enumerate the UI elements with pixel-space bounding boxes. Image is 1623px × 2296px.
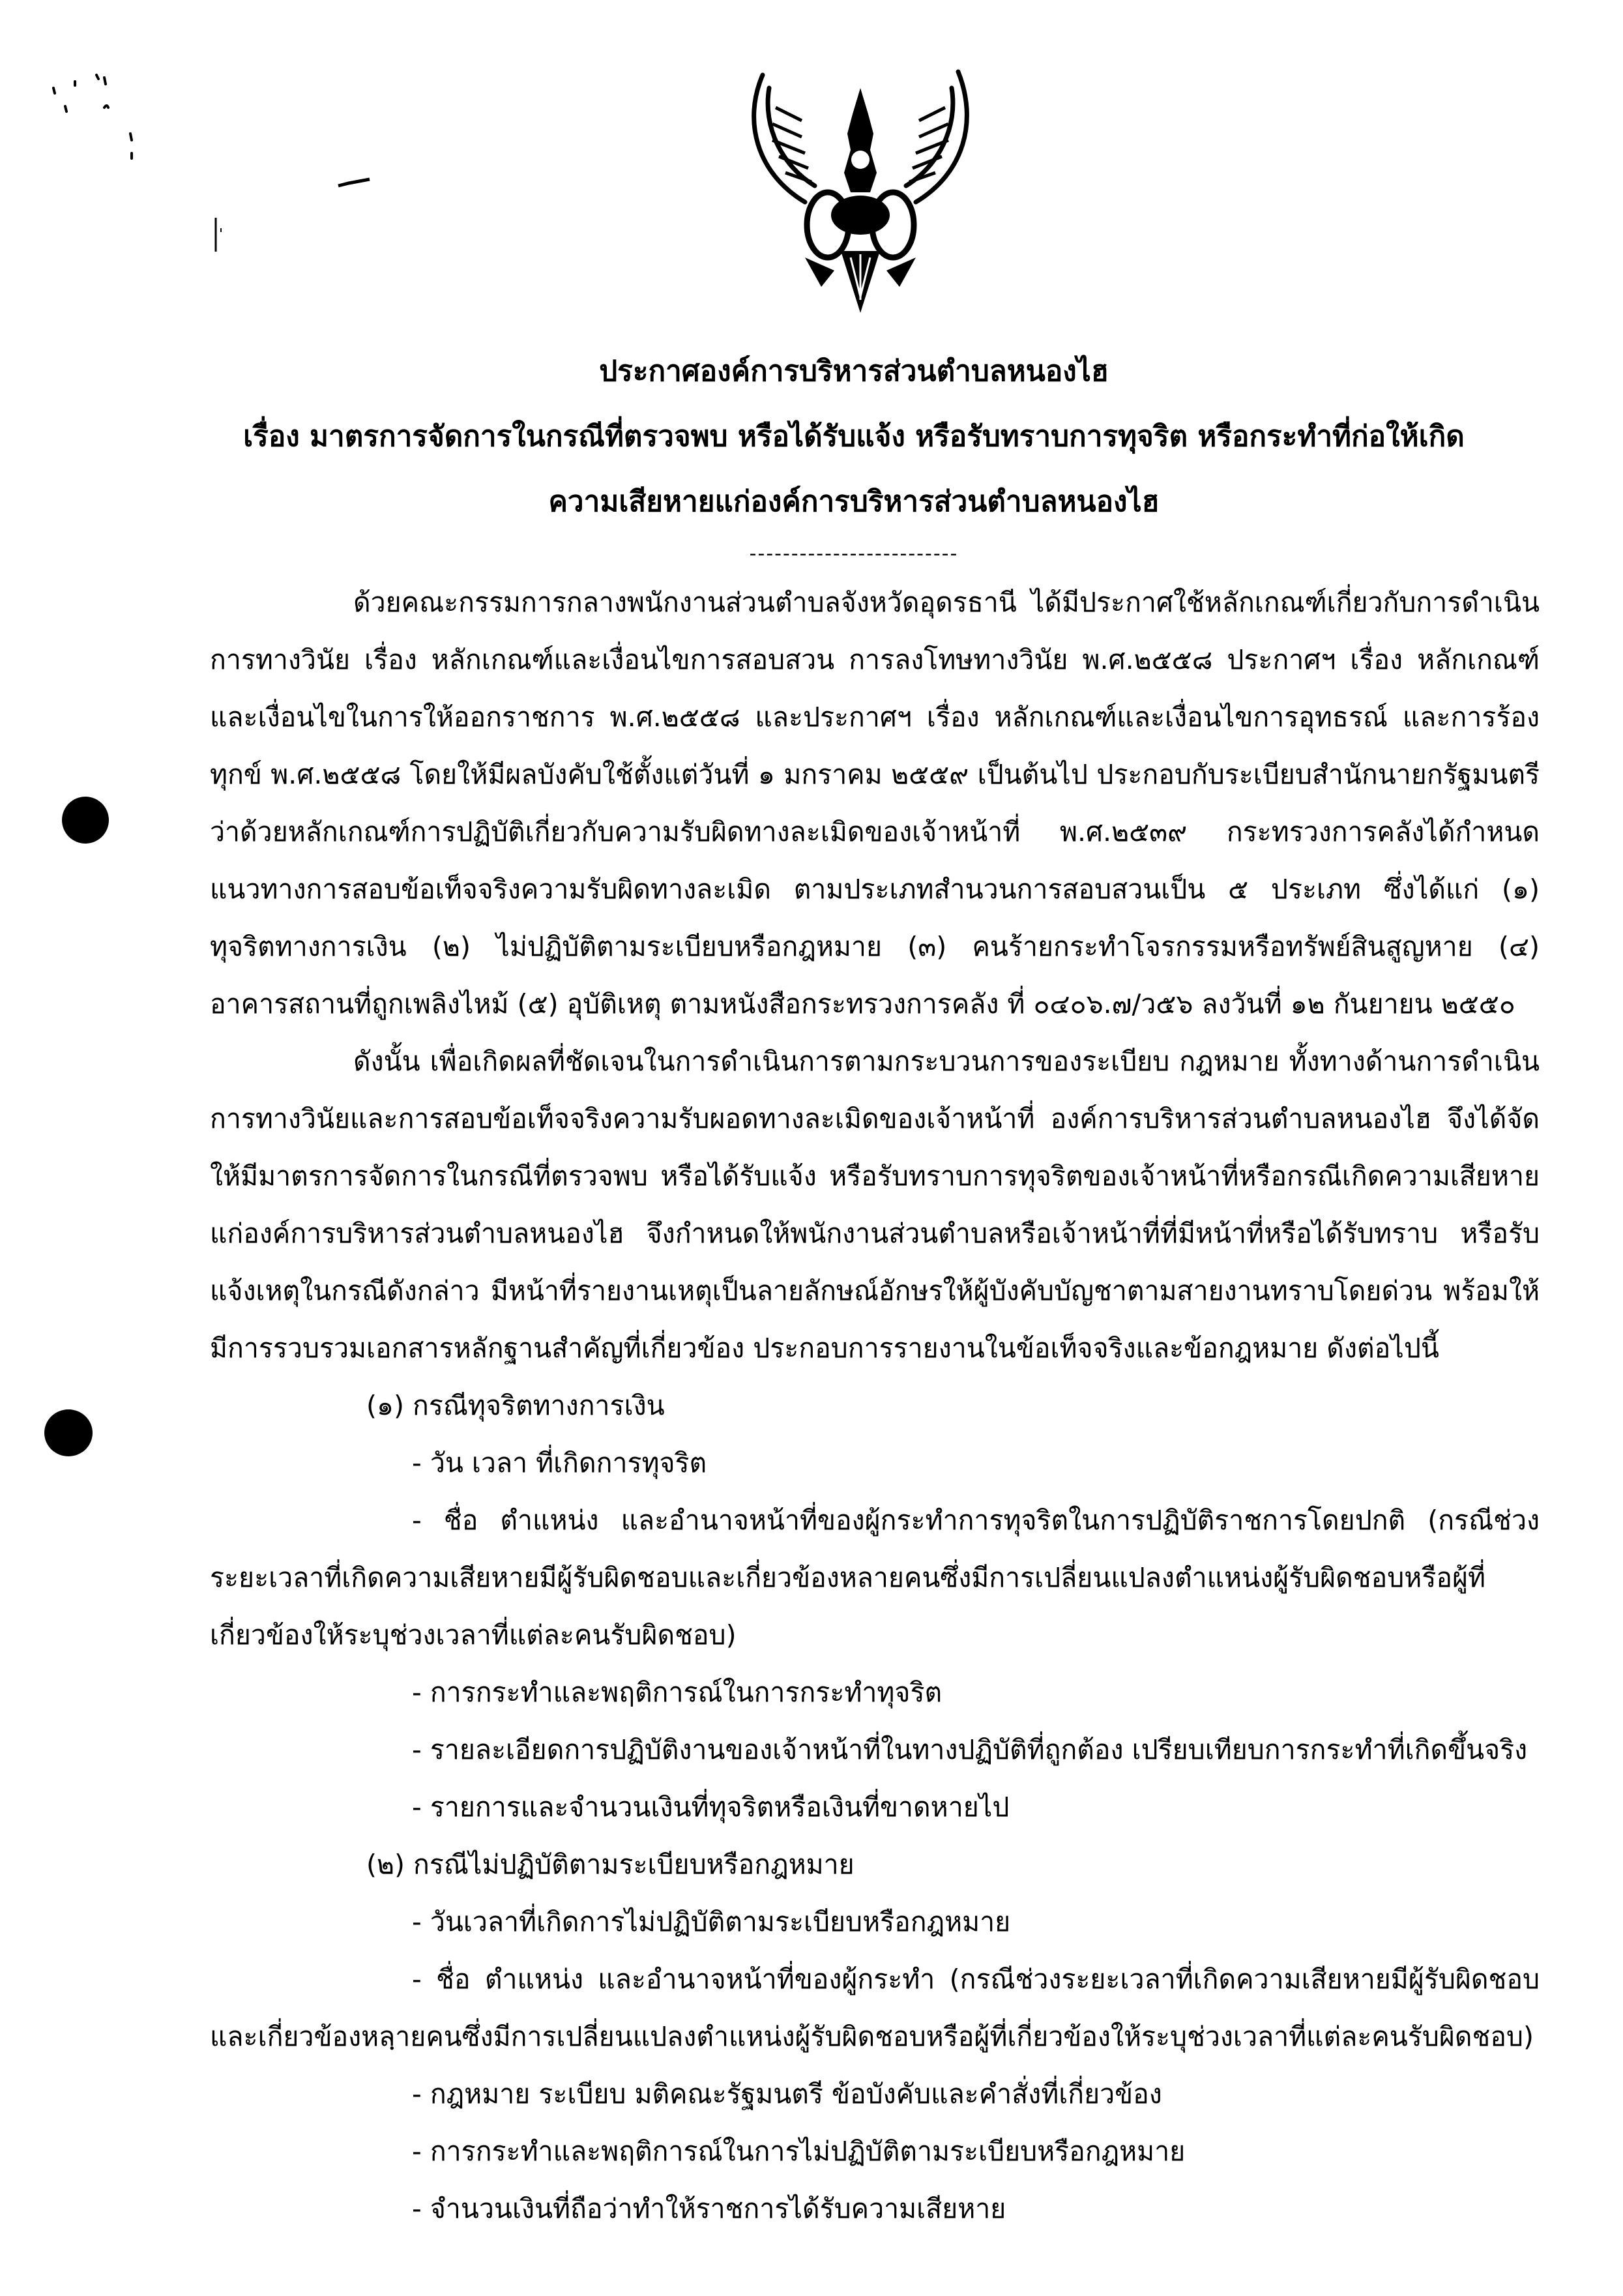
scan-tick-mark-icon (212, 215, 225, 254)
title-line-1: ประกาศองค์การบริหารส่วนตำบลหนองไฮ (599, 355, 1109, 388)
paragraph-intro: ด้วยคณะกรรมการกลางพนักงานส่วนตำบลจังหวัดอุดรธานี ได้มีประกาศใช้หลักเกณฑ์เกี่ยวกับการดำเนินการทางวินัย เรื่อง หลักเกณฑ์และเงื่อนไขการสอบสวน การลงโทษทางวินัย พ.ศ.๒๕๕๘ ประกาศฯ เรื่อง หลักเกณฑ์และเงื่อนไขในการให้ออกราชการ พ.ศ.๒๕๕๘ และประกาศฯ เรื่อง หลักเกณฑ์และเงื่อนไขการอุทธรณ์ และการร้องทุกข์ พ.ศ.๒๕๕๘ โดยให้มีผลบังคับใช้ตั้งแต่วันที่ ๑ มกราคม ๒๕๕๙ เป็นต้นไป ประกอบกับระเบียบสำนักนายกรัฐมนตรี ว่าด้วยหลักเกณฑ์การปฏิบัติเกี่ยวกับความรับผิดทางละเมิดของเจ้าหน้าที่ พ.ศ.๒๕๓๙ กระทรวงการคลังได้กำหนดแนวทางการสอบข้อเท็จจริงความรับผิดทางละเมิด ตามประเภทสำนวนการสอบสวนเป็น ๕ ประเภท ซึ่งได้แก่ (๑) ทุจริตทางการเงิน (๒) ไม่ปฏิบัติตามระเบียบหรือกฎหมาย (๓) คนร้ายกระทำโจรกรรมหรือทรัพย์สินสูญหาย (๔) อาคารสถานที่ถูกเพลิงไหม้ (๕) อุบัติเหตุ ตามหนังสือกระทรวงการคลัง ที่ ๐๔๐๖.๗/ว๕๖ ลงวันที่ ๑๒ กันยายน ๒๕๕๐ (210, 587, 1540, 1020)
paragraph-measures: ดังนั้น เพื่อเกิดผลที่ชัดเจนในการดำเนินการตามกระบวนการของระเบียบ กฎหมาย ทั้งทางด้านการดำเนินการทางวินัยและการสอบข้อเท็จจริงความรับผอดทางละเมิดของเจ้าหน้าที่ องค์การบริหารส่วนตำบลหนองไฮ จึงได้จัดให้มีมาตรการจัดการในกรณีที่ตรวจพบ หรือได้รับแจ้ง หรือรับทราบการทุจริตของเจ้าหน้าที่หรือกรณีเกิดความเสียหายแก่องค์การบริหารส่วนตำบลหนองไฮ จึงกำหนดให้พนักงานส่วนตำบลหรือเจ้าหน้าที่ที่มีหน้าที่หรือได้รับทราบ หรือรับแจ้งเหตุในกรณีดังกล่าว มีหน้าที่รายงานเหตุเป็นลายลักษณ์อักษรให้ผู้บังคับบัญชาตามสายงานทราบโดยด่วน พร้อมให้มีการรวบรวมเอกสารหลักฐานสำคัญที่เกี่ยวข้อง ประกอบการรายงานในข้อเท็จจริงและข้อกฎหมาย ดังต่อไปนี้ (210, 1046, 1540, 1364)
list-item: - การกระทำและพฤติการณ์ในการกระทำทุจริต (412, 1677, 943, 1708)
garuda-emblem-icon (743, 62, 978, 316)
list-item: - การกระทำและพฤติการณ์ในการไม่ปฏิบัติตามระเบียบหรือกฎหมาย (412, 2136, 1186, 2167)
list-item: - วันเวลาที่เกิดการไม่ปฏิบัติตามระเบียบหรือกฎหมาย (412, 1906, 1011, 1937)
list-item: - รายการและจำนวนเงินที่ทุจริตหรือเงินที่ขาดหายไป (412, 1791, 1010, 1823)
title-line-2: เรื่อง มาตรการจัดการในกรณีที่ตรวจพบ หรือได้รับแจ้ง หรือรับทราบการทุจริต หรือกระทำที่ก่อให้เกิด (243, 420, 1465, 453)
section-heading-non-compliance: (๒) กรณีไม่ปฏิบัติตามระเบียบหรือกฎหมาย (366, 1849, 855, 1880)
title-divider: ------------------------- (749, 542, 959, 565)
list-item: - กฎหมาย ระเบียบ มติคณะรัฐมนตรี ข้อบังคับและคำสั่งที่เกี่ยวข้อง (412, 2078, 1162, 2110)
hole-punch-top (62, 797, 109, 844)
hole-punch-bottom (44, 1409, 93, 1456)
list-item: - จำนวนเงินที่ถือว่าทำให้ราชการได้รับความเสียหาย (412, 2193, 1006, 2224)
list-item: - วัน เวลา ที่เกิดการทุจริต (412, 1447, 707, 1479)
list-item: - รายละเอียดการปฏิบัติงานของเจ้าหน้าที่ในทางปฏิบัติที่ถูกต้อง เปรียบเทียบการกระทำที่เกิดขึ้นจริง (412, 1734, 1528, 1765)
document-title (196, 339, 1512, 574)
scan-speck-marks-icon (39, 49, 209, 244)
list-item: - ชื่อ ตำแหน่ง และอำนาจหน้าที่ของผู้กระทำ (กรณีช่วงระยะเวลาที่เกิดความเสียหายมีผู้รับผิดชอบและเกี่ยวข้องหลฺายคนซึ่งมีการเปลี่ยนแปลงตำแหน่งผู้รับผิดชอบหรือผู้ที่เกี่ยวข้องให้ระบุช่วงเวลาที่แต่ละคนรับผิดชอบ) (210, 1964, 1540, 2052)
scan-dash-mark-icon (336, 173, 375, 192)
section-heading-financial-fraud: (๑) กรณีทุจริตทางการเงิน (366, 1390, 665, 1421)
title-line-3: ความเสียหายแก่องค์การบริหารส่วนตำบลหนองไฮ (548, 485, 1160, 518)
list-item: - ชื่อ ตำแหน่ง และอำนาจหน้าที่ของผู้กระทำการทุจริตในการปฏิบัติราชการโดยปกติ (กรณีช่วงระยะเวลาที่เกิดความเสียหายมีผู้รับผิดชอบและเกี่ยวข้องหลายคนซึ่งมีการเปลี่ยนแปลงตำแหน่งผู้รับผิดชอบหรือผู้ที่เกี่ยวข้องให้ระบุช่วงเวลาที่แต่ละคนรับผิดชอบ) (210, 1505, 1540, 1651)
document-body (210, 574, 1540, 2237)
